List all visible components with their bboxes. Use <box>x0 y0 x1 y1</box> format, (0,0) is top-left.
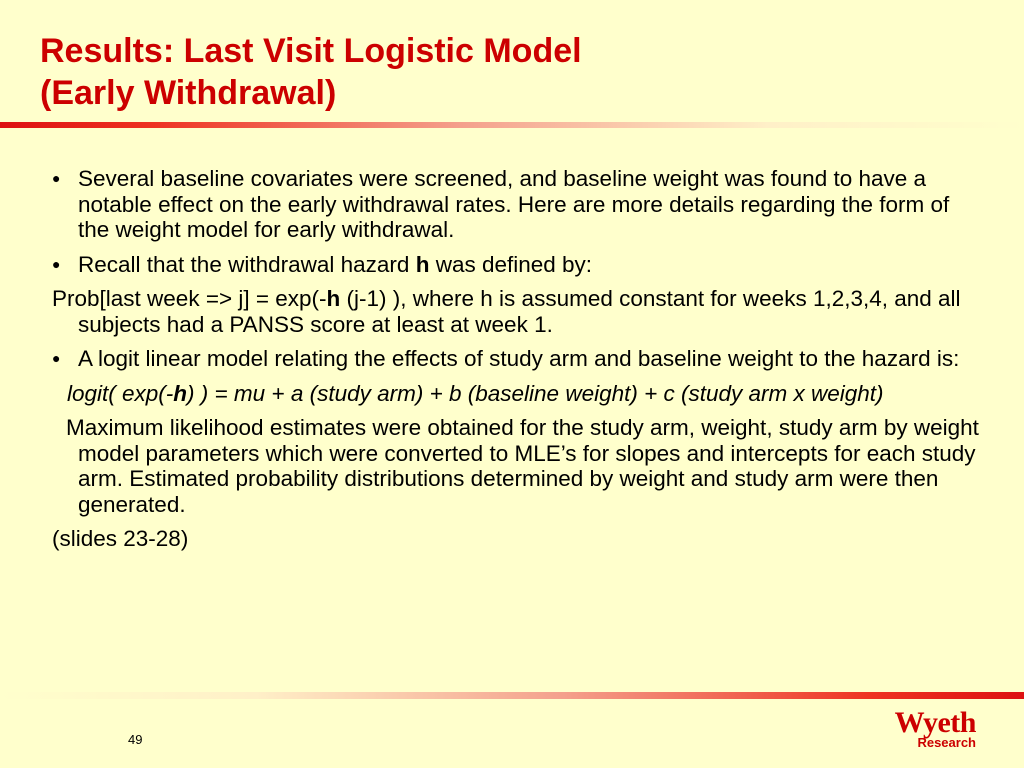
prob-definition <box>52 286 982 337</box>
slide-body <box>52 166 982 561</box>
bullet-dot-icon: ● <box>52 350 61 366</box>
logit-equation <box>52 381 982 407</box>
bullet-hazard <box>52 252 982 278</box>
hazard-symbol: h <box>415 251 430 277</box>
bullet-dot-icon: ● <box>52 170 61 186</box>
prob-hazard-symbol: h <box>326 286 341 311</box>
slide-title <box>40 30 582 114</box>
logo-subtitle: Research <box>917 735 976 750</box>
wyeth-research-logo <box>866 708 976 750</box>
bullet-covariates-text: Several baseline covariates were screened, and baseline weight was found to have a notable effect on the early withdrawal rates. Here are more details regarding the form of the weight model for early withdrawal. <box>78 166 950 242</box>
prob-text-pre: Prob[last week => j] = exp(- <box>52 286 327 311</box>
slide-title-line2: (Early Withdrawal) <box>40 74 337 112</box>
bullet-hazard-text-pre: Recall that the withdrawal hazard <box>78 251 416 277</box>
mle-paragraph: Maximum likelihood estimates were obtained for the study arm, weight, study arm by weight model parameters which were converted to MLE’s for slopes and intercepts for each study arm. Estimated probability distributions determined by weight and study arm were then generated. <box>66 415 979 517</box>
bullet-covariates <box>52 166 982 243</box>
title-divider <box>0 122 1024 128</box>
logit-hazard-symbol: h <box>173 380 188 406</box>
page-number: 49 <box>128 732 143 747</box>
bullet-logit-model <box>52 346 982 372</box>
bullet-logit-model-text: A logit linear model relating the effects of study arm and baseline weight to the hazard is: <box>78 346 960 371</box>
bullet-dot-icon: ● <box>52 255 61 272</box>
bullet-hazard-text-post: was defined by: <box>429 251 593 277</box>
prob-text-post: (j-1) ), where h is assumed constant for weeks 1,2,3,4, and all subjects had a PANSS score at least at week 1. <box>78 286 961 337</box>
logit-text-pre: logit( exp(- <box>67 380 174 406</box>
slide-title-line1: Results: Last Visit Logistic Model <box>40 32 582 70</box>
logo-wordmark: Wyeth <box>894 706 976 739</box>
footer-divider <box>0 692 1024 699</box>
slides-reference: (slides 23-28) <box>52 526 189 551</box>
logit-text-post: ) ) = mu + a (study arm) + b (baseline weight) + c (study arm x weight) <box>187 380 884 406</box>
